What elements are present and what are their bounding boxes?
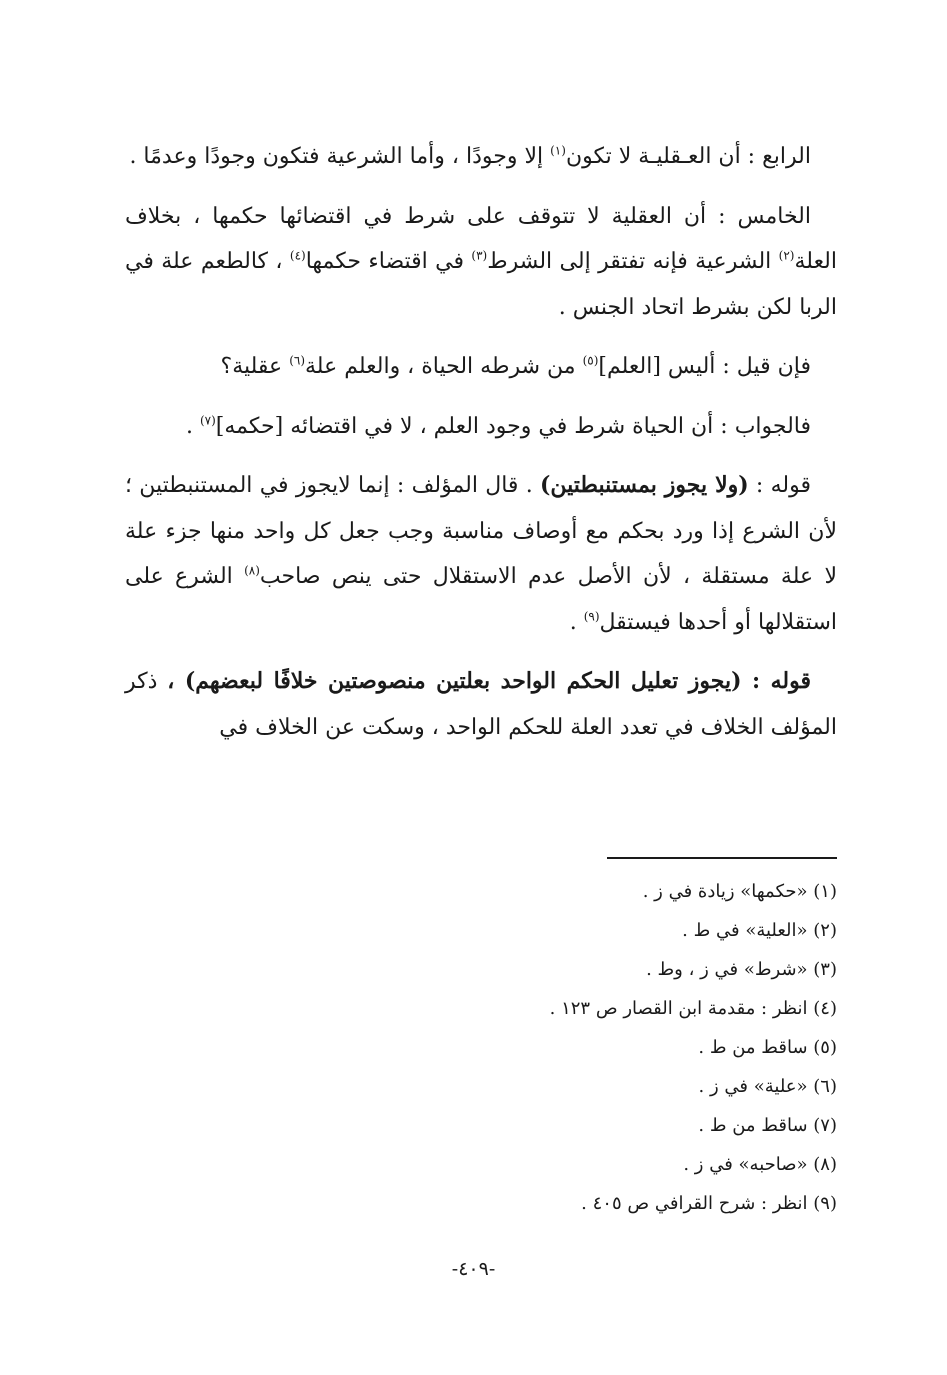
- footnote-marker: (٦): [289, 353, 306, 368]
- text-run: من شرطه الحياة ، والعلم علة: [305, 354, 583, 379]
- footnote: (٨) «صاحبه» في ز .: [683, 1154, 837, 1175]
- footnote: (٦) «علية» في ز .: [698, 1076, 837, 1097]
- footnote-divider: [607, 857, 837, 859]
- footnote-marker: (٢): [778, 248, 795, 263]
- text-run: قوله :: [748, 473, 812, 498]
- paragraph: [125, 463, 837, 645]
- text-run: ، كالطعم علة في الربا لكن بشرط اتحاد الجنس .: [125, 249, 837, 320]
- paragraph: [125, 344, 837, 390]
- footnotes-list: [125, 872, 837, 1223]
- text-run: فإن قيل : أليس [العلم]: [598, 354, 811, 379]
- main-text-body: [125, 134, 837, 764]
- footnote-marker: (٤): [289, 248, 306, 263]
- quoted-text: (ولا يجوز بمستنبطتين): [540, 472, 749, 498]
- footnote: (١) «حكمها» زيادة في ز .: [642, 881, 837, 902]
- text-run: إلا وجودًا ، وأما الشرعية فتكون وجودًا وعدمًا .: [129, 144, 551, 169]
- text-run: الخامس : أن العقلية لا تتوقف على شرط في اقتضائها حكمها ، بخلاف العلة: [125, 203, 837, 274]
- footnote: (٧) ساقط من ط .: [698, 1115, 837, 1136]
- paragraph: [125, 134, 837, 180]
- text-run: عقلية؟: [220, 354, 290, 379]
- footnote-marker: (٣): [471, 248, 488, 263]
- footnote-marker: (١): [550, 143, 566, 158]
- text-run: ذكر المؤلف الخلاف في تعدد العلة للحكم الواحد ، وسكت عن الخلاف في: [125, 669, 837, 740]
- footnote: (٣) «شرط» في ز ، وط .: [646, 959, 837, 980]
- text-run: الرابع : أن العـقليـة لا تكون: [565, 144, 811, 169]
- text-run: الشرعية فإنه تفتقر إلى الشرط: [487, 249, 779, 274]
- text-run: في اقتضاء حكمها: [305, 249, 472, 274]
- text-run: .: [185, 413, 200, 439]
- paragraph: [125, 659, 837, 750]
- footnote: (٤) انظر : مقدمة ابن القصار ص ١٢٣ .: [549, 998, 837, 1019]
- footnote: (٥) ساقط من ط .: [698, 1037, 837, 1058]
- page-number: -٤٠٩-: [451, 1258, 496, 1280]
- footnote-marker: (٩): [583, 609, 600, 624]
- footnote: (٢) «العلية» في ط .: [682, 920, 837, 941]
- text-run: . قال المؤلف : إنما لايجوز في المستنبطتين ؛ لأن الشرع إذا ورد بحكم مع أوصاف مناسبة وجب جعل كل واحد منها جزء علة لا علة مستقلة ، لأن الأصل عدم الاستقلال حتى ينص صاحب: [125, 473, 837, 589]
- footnote-marker: (٨): [244, 563, 260, 578]
- paragraph: [125, 194, 837, 331]
- quoted-text: قوله : (يجوز تعليل الحكم الواحد بعلتين منصوصتين خلافًا لبعضهم) ،: [167, 668, 811, 694]
- footnote: (٩) انظر : شرح القرافي ص ٤٠٥ .: [581, 1193, 837, 1214]
- text-run: .: [569, 609, 584, 635]
- paragraph: [125, 404, 837, 450]
- text-run: الشرع على استقلالها أو أحدها فيستقل: [125, 564, 837, 635]
- text-run: فالجواب : أن الحياة شرط في وجود العلم ، لا في اقتضائه [حكمه]: [215, 413, 811, 439]
- footnote-marker: (٥): [582, 353, 599, 368]
- footnote-marker: (٧): [199, 413, 216, 428]
